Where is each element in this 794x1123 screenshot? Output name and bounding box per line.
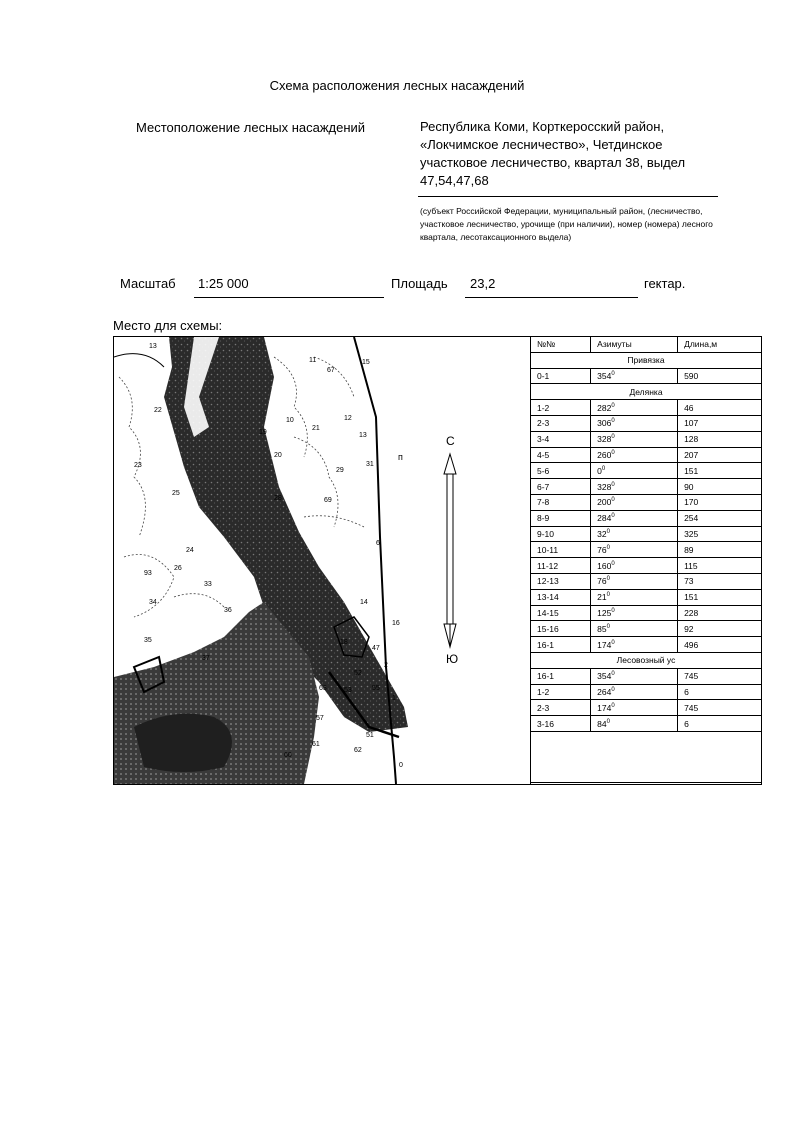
map-label: 28 <box>274 495 282 502</box>
segment-cell-value: 3-16 <box>537 718 555 729</box>
length-cell <box>678 368 762 384</box>
table-row <box>531 368 762 384</box>
table-row <box>531 479 762 495</box>
azimuth-cell <box>591 621 678 637</box>
map-label: 26 <box>174 565 182 572</box>
degree-mark: 0 <box>611 639 615 646</box>
map-label: 12 <box>344 415 352 422</box>
azimuth-table <box>530 336 762 783</box>
segment-cell <box>531 558 591 574</box>
segment-cell <box>531 510 591 526</box>
degree-mark: 0 <box>606 576 610 583</box>
degree-mark: 0 <box>611 608 615 615</box>
table-row <box>531 447 762 463</box>
segment-cell-value: 0-1 <box>537 370 550 381</box>
azimuth-cell-value: 328 <box>597 434 612 445</box>
length-cell <box>678 716 762 732</box>
location-value: Республика Коми, Корткеросский район, «Локчимское лесничество», Четдинское участковое лесничество, квартал 38, выдел 47,54,47,68 <box>420 119 686 188</box>
length-cell <box>678 573 762 589</box>
area-unit: гектар. <box>644 276 686 291</box>
length-cell <box>678 668 762 684</box>
length-cell <box>678 463 762 479</box>
table-section-row <box>531 352 762 368</box>
segment-cell-value: 11-12 <box>537 560 559 571</box>
header-length: Длина,м <box>678 337 762 353</box>
length-cell-value: 151 <box>684 592 699 603</box>
segment-cell-value: 2-3 <box>537 702 550 713</box>
length-cell-value: 115 <box>684 560 698 571</box>
map-label: 37 <box>202 655 210 662</box>
length-cell-value: 73 <box>684 576 694 587</box>
segment-cell-value: 15-16 <box>537 623 559 634</box>
length-cell-value: 496 <box>684 639 699 650</box>
azimuth-cell <box>591 431 678 447</box>
map-label: 36 <box>224 607 232 614</box>
azimuth-cell-value: 306 <box>597 418 612 429</box>
map-label: 25 <box>172 490 180 497</box>
length-cell <box>678 526 762 542</box>
degree-mark: 0 <box>611 450 615 457</box>
table-header-row <box>531 337 762 353</box>
degree-mark: 0 <box>611 418 615 425</box>
length-cell <box>678 621 762 637</box>
azimuth-cell <box>591 526 678 542</box>
map-label: 11 <box>309 357 317 364</box>
degree-mark: 0 <box>611 497 615 504</box>
azimuth-cell <box>591 494 678 510</box>
segment-cell <box>531 573 591 589</box>
scheme-label: Место для схемы: <box>113 318 223 333</box>
section-title: Делянка <box>531 384 762 400</box>
segment-cell <box>531 589 591 605</box>
azimuth-cell-value: 32 <box>597 528 607 539</box>
azimuth-cell <box>591 479 678 495</box>
azimuth-cell-value: 21 <box>597 592 607 603</box>
azimuth-cell <box>591 684 678 700</box>
length-cell-value: 6 <box>684 718 689 729</box>
azimuth-cell <box>591 415 678 431</box>
table-row <box>531 463 762 479</box>
length-cell-value: 745 <box>684 671 699 682</box>
table-row <box>531 637 762 653</box>
segment-cell-value: 2-3 <box>537 418 550 429</box>
area-label: Площадь <box>391 276 448 291</box>
length-cell <box>678 447 762 463</box>
segment-cell <box>531 605 591 621</box>
map-label: 21 <box>312 425 320 432</box>
segment-cell <box>531 479 591 495</box>
segment-cell-value: 14-15 <box>537 607 559 618</box>
map-label: 35 <box>144 637 152 644</box>
segment-cell-value: 12-13 <box>537 576 559 587</box>
azimuth-cell <box>591 558 678 574</box>
table-row <box>531 558 762 574</box>
degree-mark: 0 <box>611 560 615 567</box>
map-label: 63 <box>319 685 327 692</box>
length-cell-value: 207 <box>684 449 699 460</box>
header-segment: №№ <box>531 337 591 353</box>
azimuth-cell-value: 174 <box>597 702 612 713</box>
azimuth-cell <box>591 668 678 684</box>
map-label: 13 <box>149 343 157 350</box>
scale-value: 1:25 000 <box>198 276 249 291</box>
map-label: 15 <box>362 359 370 366</box>
segment-cell <box>531 494 591 510</box>
map-label: 33 <box>204 581 212 588</box>
table-row <box>531 573 762 589</box>
segment-cell <box>531 463 591 479</box>
degree-mark: 0 <box>611 513 615 520</box>
degree-mark: 0 <box>601 465 606 472</box>
azimuth-cell-value: 260 <box>597 449 612 460</box>
azimuth-cell-value: 354 <box>597 671 612 682</box>
map-label: 20 <box>274 452 282 459</box>
map-label: 53 <box>344 687 352 694</box>
segment-cell-value: 8-9 <box>537 513 550 524</box>
length-cell-value: 254 <box>684 513 699 524</box>
length-cell-value: 745 <box>684 702 699 713</box>
segment-cell-value: 10-11 <box>537 544 559 555</box>
map-label: 51 <box>366 732 374 739</box>
compass-area <box>408 337 530 784</box>
map-label: 0 <box>399 762 403 769</box>
length-cell <box>678 415 762 431</box>
degree-mark: 0 <box>611 402 615 409</box>
map-label: 14 <box>360 599 368 606</box>
segment-cell-value: 13-14 <box>537 592 559 603</box>
length-cell-value: 89 <box>684 544 694 555</box>
degree-mark: 0 <box>606 718 610 725</box>
area-value: 23,2 <box>470 276 496 291</box>
table-row <box>531 589 762 605</box>
length-cell <box>678 700 762 716</box>
table-row <box>531 542 762 558</box>
length-cell <box>678 589 762 605</box>
segment-cell-value: 6-7 <box>537 481 550 492</box>
segment-cell <box>531 700 591 716</box>
table-row <box>531 510 762 526</box>
length-cell <box>678 542 762 558</box>
document-title: Схема расположения лесных насаждений <box>269 78 525 93</box>
map-label: 34 <box>149 599 157 606</box>
length-cell <box>678 494 762 510</box>
map-label: 69 <box>324 497 332 504</box>
table-row <box>531 700 762 716</box>
degree-mark: 0 <box>606 592 610 599</box>
azimuth-cell <box>591 573 678 589</box>
empty-cell <box>531 731 762 782</box>
table-row <box>531 400 762 416</box>
map-label: 31 <box>366 461 374 468</box>
length-cell <box>678 605 762 621</box>
segment-cell <box>531 621 591 637</box>
map-label: 18 <box>340 639 348 646</box>
segment-cell-value: 9-10 <box>537 528 555 539</box>
degree-mark: 0 <box>606 623 610 630</box>
map-label: 52 <box>354 670 362 677</box>
azimuth-cell <box>591 542 678 558</box>
azimuth-cell <box>591 510 678 526</box>
length-cell-value: 325 <box>684 528 699 539</box>
south-label: Ю <box>446 652 459 666</box>
azimuth-cell <box>591 463 678 479</box>
degree-mark: 0 <box>606 529 610 536</box>
table-row <box>531 526 762 542</box>
azimuth-cell-value: 84 <box>597 718 607 729</box>
length-cell <box>678 637 762 653</box>
segment-cell <box>531 684 591 700</box>
map-label: 13 <box>359 432 367 439</box>
azimuth-table-container <box>530 336 762 785</box>
map-label: 93 <box>144 570 152 577</box>
segment-cell-value: 16-1 <box>537 671 555 682</box>
map-label: 57 <box>316 715 324 722</box>
length-cell-value: 590 <box>684 370 699 381</box>
section-title: Привязка <box>531 352 762 368</box>
azimuth-cell-value: 174 <box>597 639 612 650</box>
degree-mark: 0 <box>606 544 610 551</box>
length-cell-value: 90 <box>684 481 694 492</box>
segment-cell <box>531 716 591 732</box>
degree-mark: 0 <box>611 434 615 441</box>
azimuth-cell-value: 200 <box>597 497 612 508</box>
table-empty-row <box>531 731 762 782</box>
degree-mark: 0 <box>611 481 615 488</box>
azimuth-cell-value: 160 <box>597 560 612 571</box>
segment-cell <box>531 400 591 416</box>
azimuth-cell-value: 76 <box>597 544 607 555</box>
map-label: 19 <box>259 429 267 436</box>
table-row <box>531 684 762 700</box>
azimuth-cell <box>591 400 678 416</box>
location-note: (субъект Российской Федерации, муниципальный район, (лесничество, участковое лесничество, урочище (при наличии), номер (номера) лесного квартала, лесотаксационного выдела) <box>420 206 713 242</box>
segment-cell-value: 1-2 <box>537 402 550 413</box>
length-cell-value: 128 <box>684 434 699 445</box>
table-section-row <box>531 652 762 668</box>
segment-cell <box>531 431 591 447</box>
length-cell-value: 6 <box>684 686 689 697</box>
length-cell-value: 92 <box>684 623 694 634</box>
map-label: 23 <box>134 462 142 469</box>
azimuth-cell <box>591 589 678 605</box>
table-row <box>531 494 762 510</box>
azimuth-cell <box>591 716 678 732</box>
segment-cell <box>531 637 591 653</box>
table-row <box>531 415 762 431</box>
azimuth-cell <box>591 637 678 653</box>
degree-mark: 0 <box>611 687 615 694</box>
map-label: 61 <box>312 741 320 748</box>
length-cell <box>678 431 762 447</box>
header-azimuth: Азимуты <box>591 337 678 353</box>
scale-label: Масштаб <box>120 276 176 291</box>
compass-arrow-icon <box>438 452 462 652</box>
segment-cell-value: 4-5 <box>537 449 550 460</box>
azimuth-cell <box>591 368 678 384</box>
location-underline <box>418 196 718 197</box>
map-label: 24 <box>186 547 194 554</box>
table-row <box>531 431 762 447</box>
azimuth-cell-value: 0 <box>597 465 602 476</box>
table-row <box>531 668 762 684</box>
azimuth-cell <box>591 700 678 716</box>
map-label: 16 <box>392 620 400 627</box>
length-cell-value: 46 <box>684 402 694 413</box>
map-label: 62 <box>354 747 362 754</box>
segment-cell-value: 1-2 <box>537 686 550 697</box>
scale-underline <box>194 297 384 298</box>
azimuth-cell-value: 328 <box>597 481 612 492</box>
azimuth-cell <box>591 605 678 621</box>
segment-cell <box>531 415 591 431</box>
segment-cell <box>531 668 591 684</box>
map-label: 60 <box>284 752 292 759</box>
segment-cell-value: 7-8 <box>537 497 550 508</box>
forest-map-image <box>114 337 408 784</box>
segment-cell <box>531 526 591 542</box>
segment-cell-value: 3-4 <box>537 434 550 445</box>
map-label: 55 <box>372 685 380 692</box>
map-label: 67 <box>327 367 335 374</box>
length-cell-value: 107 <box>684 418 699 429</box>
degree-mark: 0 <box>611 671 615 678</box>
degree-mark: 0 <box>611 371 615 378</box>
table-row <box>531 716 762 732</box>
azimuth-cell-value: 282 <box>597 402 612 413</box>
table-row <box>531 621 762 637</box>
length-cell <box>678 479 762 495</box>
length-cell <box>678 510 762 526</box>
location-label: Местоположение лесных насаждений <box>136 120 366 135</box>
area-underline <box>465 297 638 298</box>
segment-cell-value: 5-6 <box>537 465 550 476</box>
length-cell <box>678 558 762 574</box>
azimuth-cell-value: 284 <box>597 513 612 524</box>
map-label: 47 <box>372 645 380 652</box>
azimuth-cell-value: 85 <box>597 623 607 634</box>
length-cell-value: 228 <box>684 607 699 618</box>
segment-cell <box>531 368 591 384</box>
azimuth-cell <box>591 447 678 463</box>
length-cell-value: 170 <box>684 497 699 508</box>
table-section-row <box>531 384 762 400</box>
length-cell <box>678 684 762 700</box>
map-label: 1 <box>392 695 396 702</box>
map-label: 6 <box>376 540 380 547</box>
map-label: 22 <box>154 407 162 414</box>
map-label: п <box>398 452 403 462</box>
table-row <box>531 605 762 621</box>
degree-mark: 0 <box>611 702 615 709</box>
length-cell <box>678 400 762 416</box>
segment-cell-value: 16-1 <box>537 639 555 650</box>
segment-cell <box>531 447 591 463</box>
map-label: 2 <box>384 662 388 669</box>
section-title: Лесовозный ус <box>531 652 762 668</box>
azimuth-cell-value: 264 <box>597 686 612 697</box>
map-label: 10 <box>286 417 294 424</box>
azimuth-cell-value: 125 <box>597 607 612 618</box>
north-label: С <box>446 434 455 448</box>
length-cell-value: 151 <box>684 465 699 476</box>
map-label: 29 <box>336 467 344 474</box>
azimuth-cell-value: 76 <box>597 576 607 587</box>
azimuth-cell-value: 354 <box>597 370 612 381</box>
segment-cell <box>531 542 591 558</box>
